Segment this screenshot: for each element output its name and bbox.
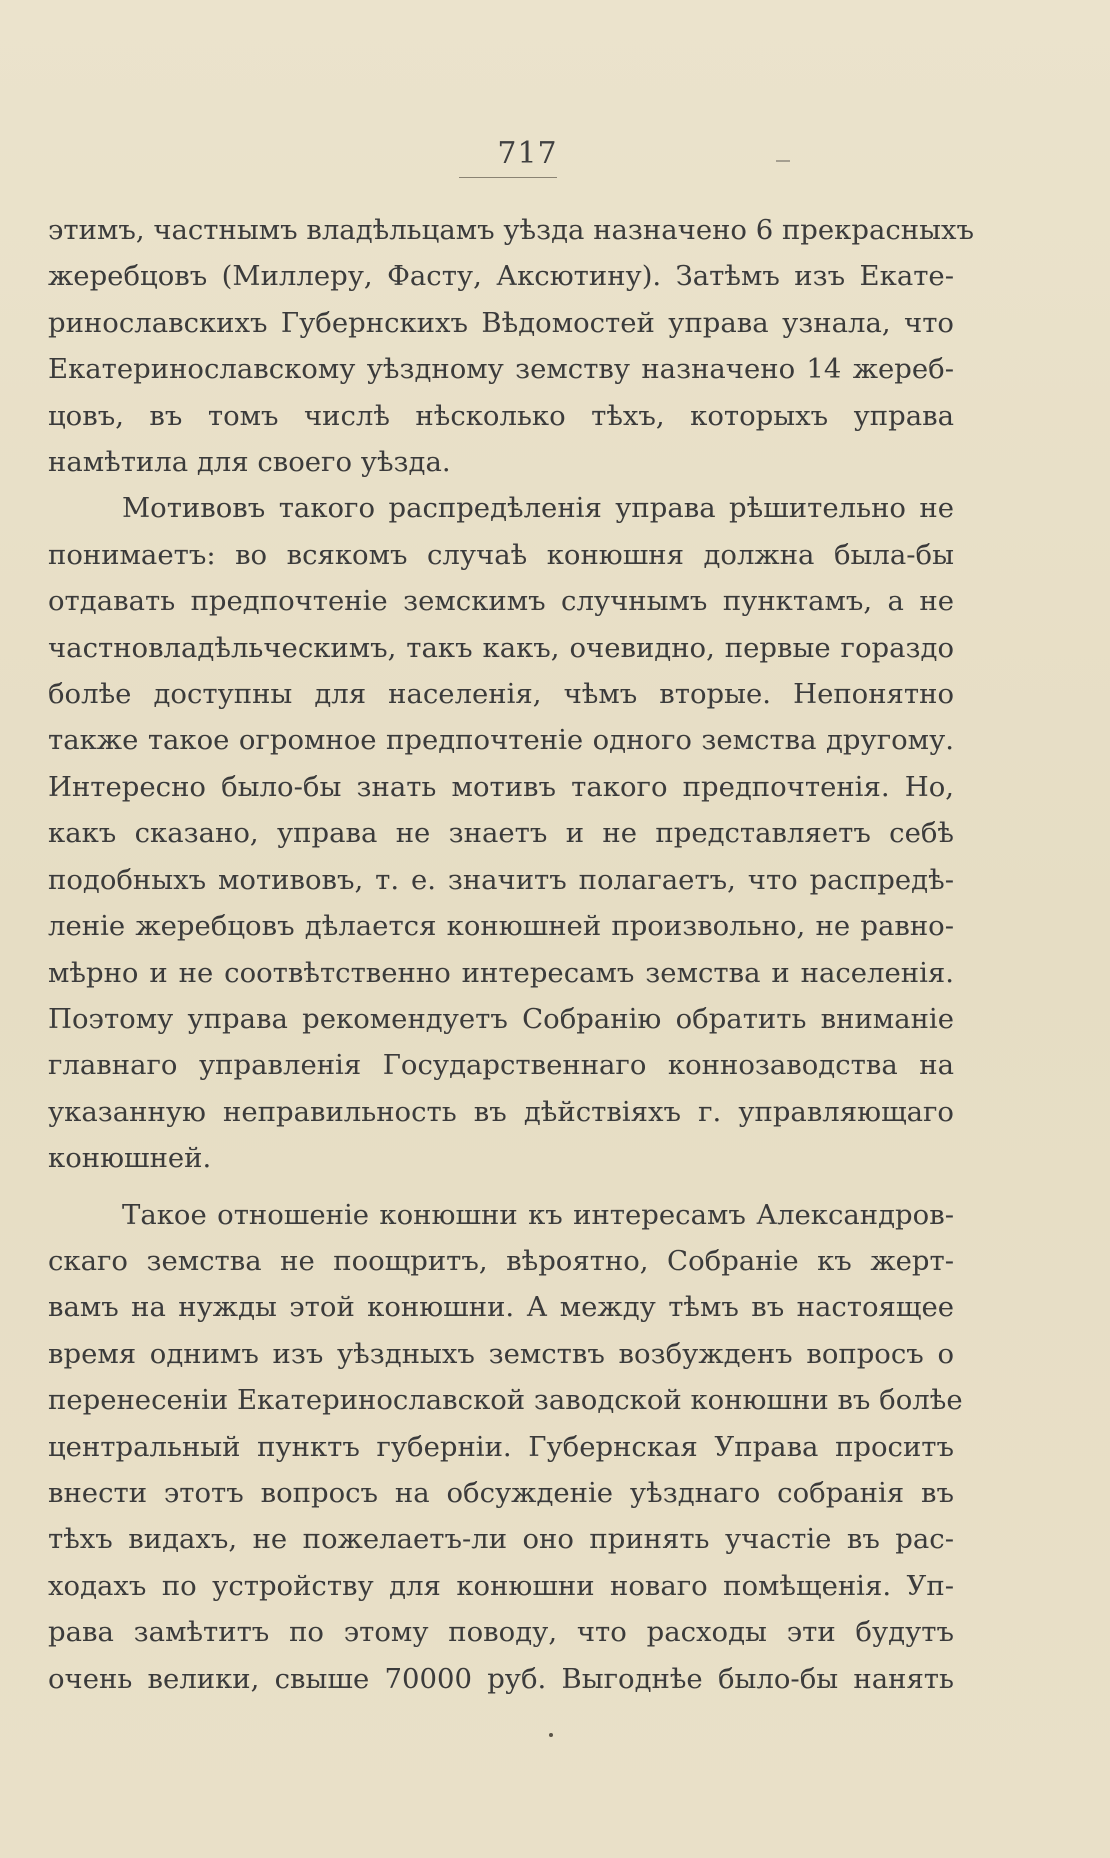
text-line: указанную неправильность въ дѣйствіяхъ г. управляющаго — [48, 1095, 954, 1128]
text-line: внести этотъ вопросъ на обсужденіе уѣзднаго собранія въ — [48, 1476, 954, 1509]
text-line: жеребцовъ (Миллеру, Фасту, Аксютину). Затѣмъ изъ Екате- — [48, 260, 954, 293]
text-line: Мотивовъ такого распредѣленія управа рѣшительно не — [122, 492, 954, 525]
text-line: болѣе доступны для населенія, чѣмъ вторые. Непонятно — [48, 678, 954, 711]
paragraph-gap — [48, 1182, 954, 1192]
text-line: ходахъ по устройству для конюшни новаго помѣщенія. Уп- — [48, 1569, 954, 1602]
text-line: Поэтому управа рекомендуетъ Собранію обратить вниманіе — [48, 1002, 954, 1035]
text-line: Такое отношеніе конюшни къ интересамъ Александров- — [122, 1198, 954, 1231]
text-line: время однимъ изъ уѣздныхъ земствъ возбужденъ вопросъ о — [48, 1337, 954, 1370]
text-line: отдавать предпочтеніе земскимъ случнымъ пунктамъ, а не — [48, 585, 954, 618]
body-text — [48, 207, 974, 1702]
text-line: какъ сказано, управа не знаетъ и не представляетъ себѣ — [48, 817, 954, 850]
text-line: леніе жеребцовъ дѣлается конюшней произвольно, не равно- — [48, 910, 954, 943]
text-line: мѣрно и не соотвѣтственно интересамъ земства и населенія. — [48, 956, 954, 989]
paper-speck — [549, 1733, 553, 1737]
text-line: понимаетъ: во всякомъ случаѣ конюшня должна была-бы — [48, 538, 954, 571]
text-line: вамъ на нужды этой конюшни. А между тѣмъ въ настоящее — [48, 1291, 954, 1324]
page-number: 717 — [497, 136, 558, 171]
text-line: конюшней. — [48, 1142, 212, 1175]
paragraph-3 — [48, 1192, 963, 1702]
text-line: Екатеринославскому уѣздному земству назначено 14 жереб- — [48, 353, 954, 386]
text-line: этимъ, частнымъ владѣльцамъ уѣзда назначено 6 прекрасныхъ — [48, 214, 974, 246]
text-line: главнаго управленія Государственнаго коннозаводства на — [48, 1049, 954, 1082]
margin-mark — [776, 160, 790, 162]
text-line: очень велики, свыше 70000 руб. Выгоднѣе было-бы нанять — [48, 1662, 954, 1695]
text-line: подобныхъ мотивовъ, т. е. значитъ полагаетъ, что распредѣ- — [48, 863, 954, 896]
text-line: ринославскихъ Губернскихъ Вѣдомостей управа узнала, что — [48, 306, 954, 339]
text-line: рава замѣтитъ по этому поводу, что расходы эти будутъ — [48, 1616, 954, 1649]
text-line: Интересно было-бы знать мотивъ такого предпочтенія. Но, — [48, 770, 954, 803]
text-line: тѣхъ видахъ, не пожелаетъ-ли оно принять участіе въ рас- — [48, 1523, 954, 1556]
text-line: также такое огромное предпочтеніе одного земства другому. — [48, 724, 954, 757]
paragraph-2 — [48, 485, 954, 1181]
paragraph-1 — [48, 207, 974, 485]
text-line: центральный пунктъ губерніи. Губернская Управа проситъ — [48, 1430, 954, 1463]
text-line: скаго земства не поощритъ, вѣроятно, Собраніе къ жерт- — [48, 1244, 954, 1277]
text-line: перенесеніи Екатеринославской заводской конюшни въ болѣе — [48, 1384, 963, 1417]
page-number-rule — [459, 177, 557, 178]
text-line: цовъ, въ томъ числѣ нѣсколько тѣхъ, которыхъ управа — [48, 399, 954, 432]
text-line: намѣтила для своего уѣзда. — [48, 446, 451, 479]
text-line: частновладѣльческимъ, такъ какъ, очевидно, первые гораздо — [48, 631, 954, 664]
